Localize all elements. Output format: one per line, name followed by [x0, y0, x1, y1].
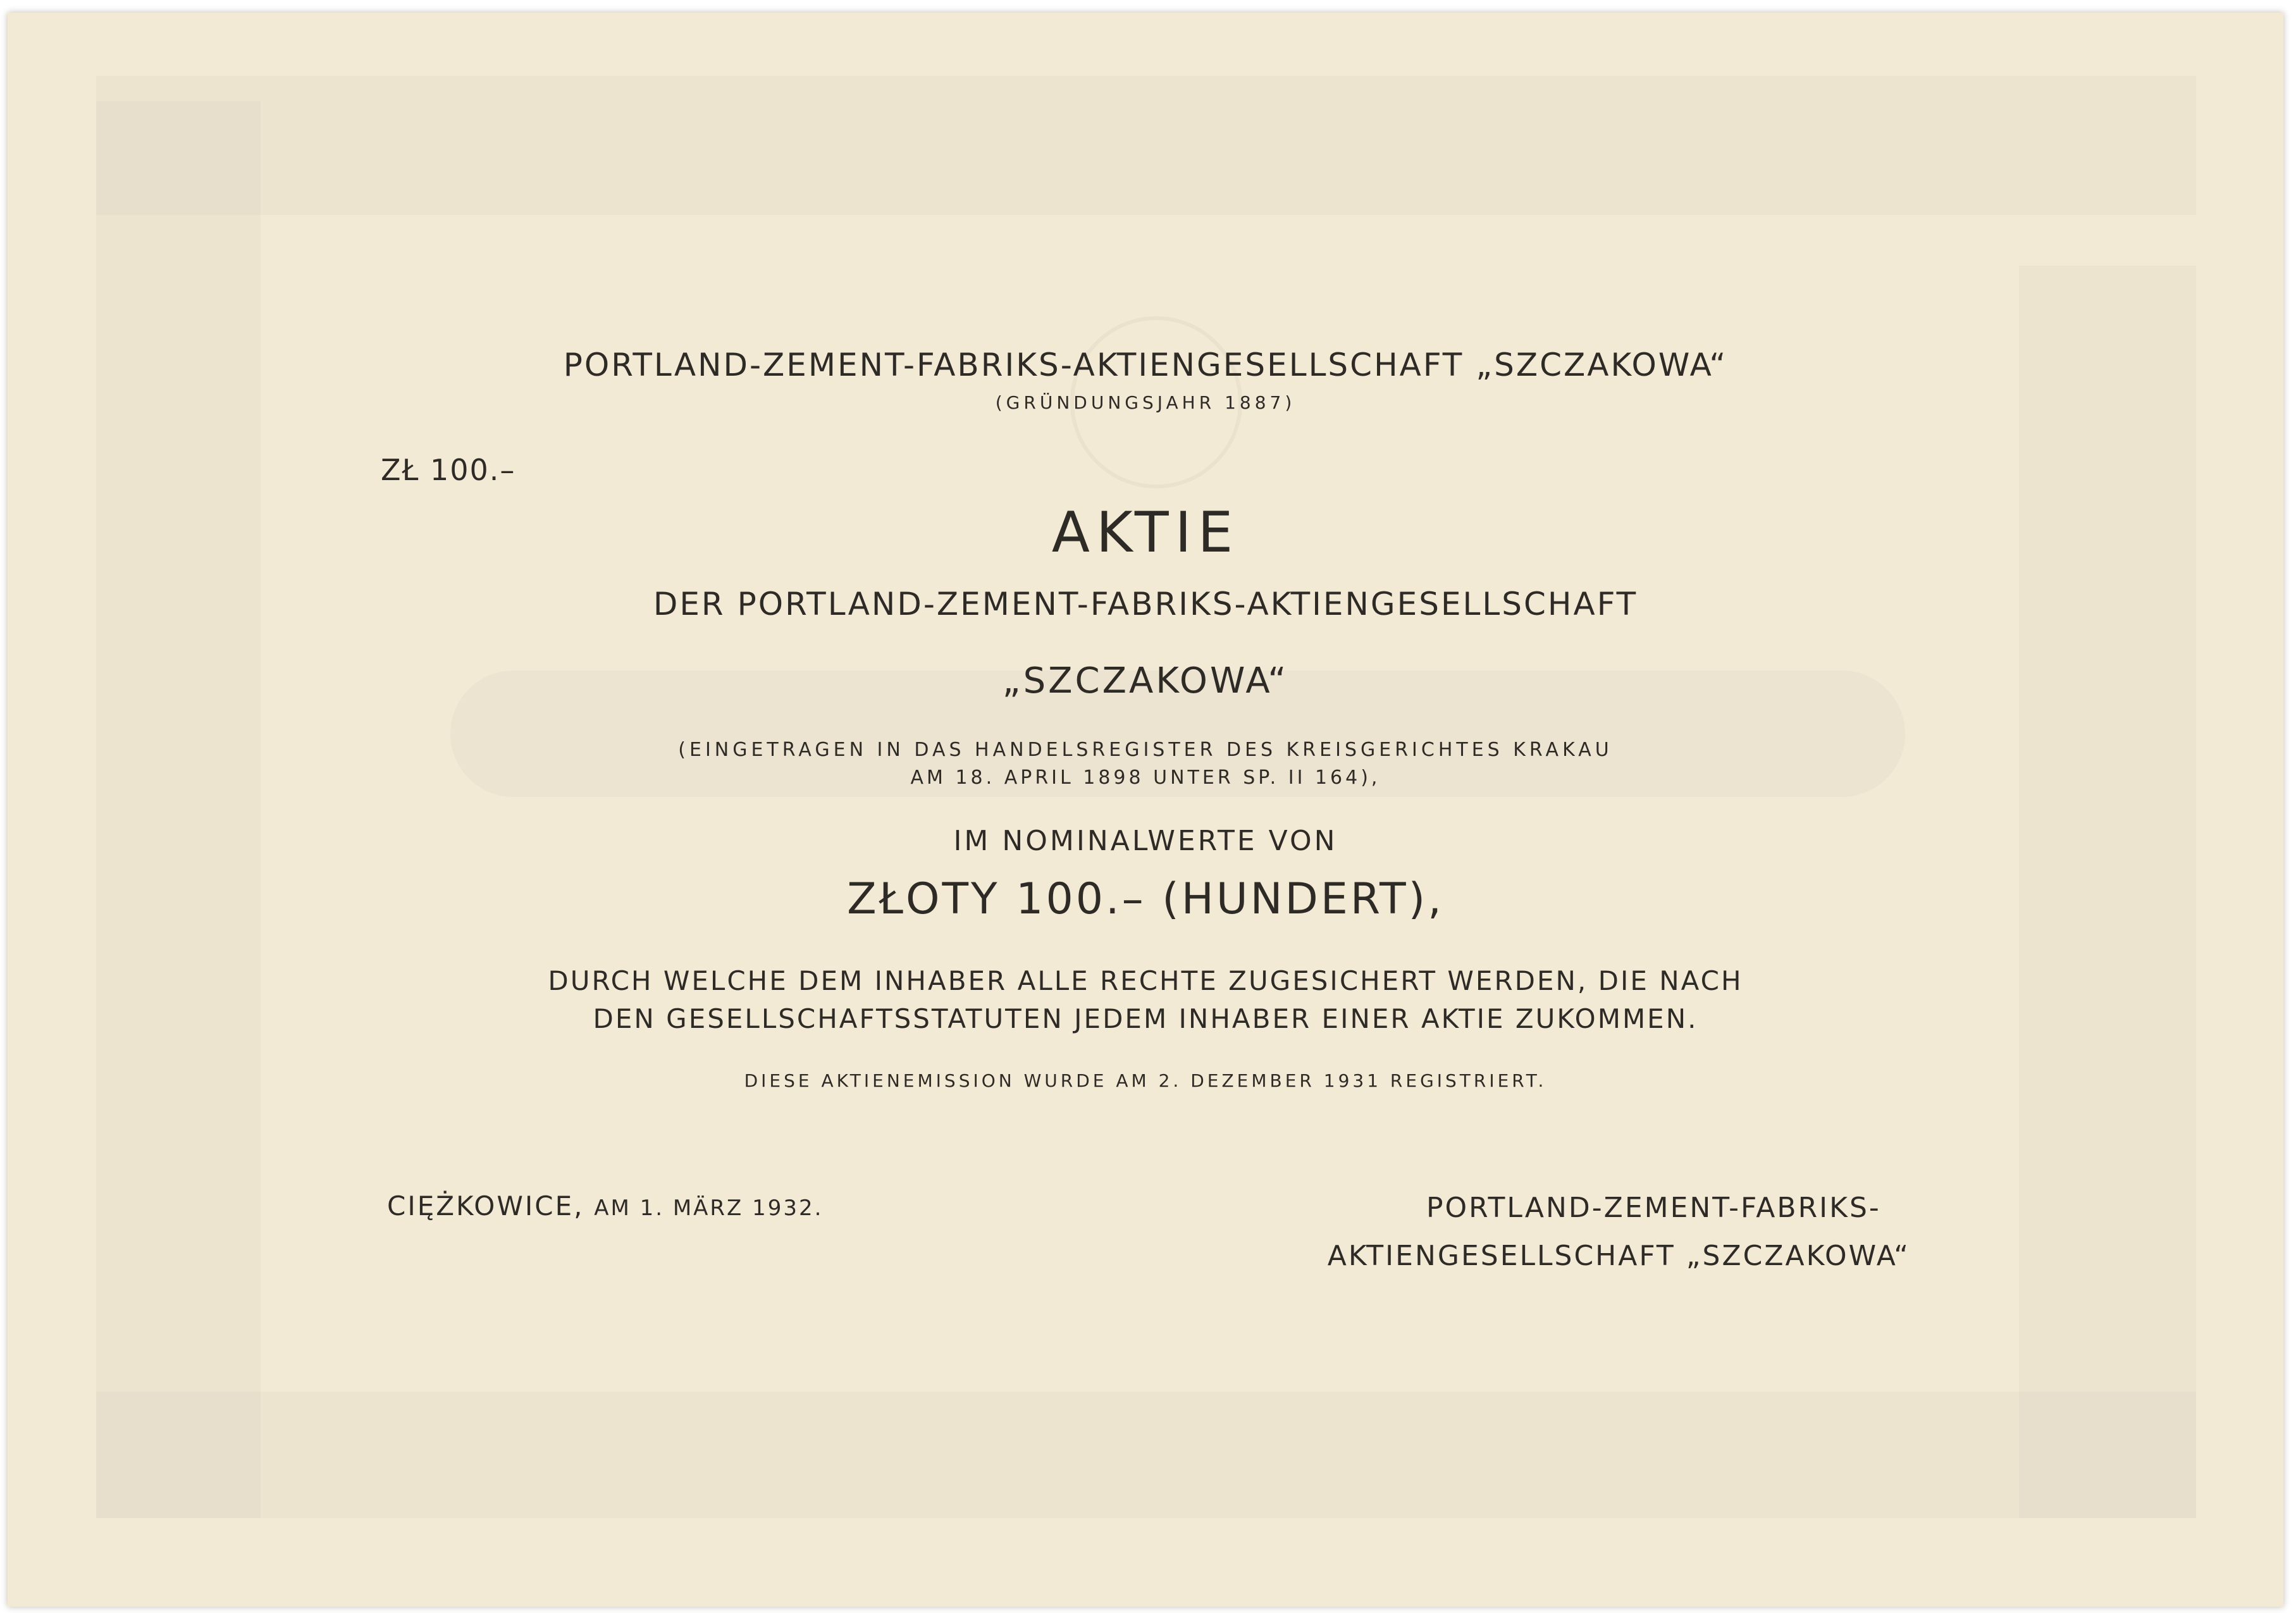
show-through-left [96, 101, 261, 1518]
emission-note: DIESE AKTIENEMISSION WURDE AM 2. DEZEMBER 1931 REGISTRIERT. [744, 1070, 1547, 1091]
issuer-name: „SZCZAKOWA“ [1002, 660, 1289, 701]
show-through-top [96, 76, 2196, 215]
nominal-value-short: ZŁ 100.– [381, 453, 516, 487]
certificate-title: AKTIE [1051, 500, 1240, 565]
rights-line-2: DEN GESELLSCHAFTSSTATUTEN JEDEM INHABER EINER AKTIE ZUKOMMEN. [593, 1003, 1698, 1034]
signatory-line-2: AKTIENGESELLSCHAFT „SZCZAKOWA“ [1327, 1240, 1910, 1272]
issuer-line: DER PORTLAND-ZEMENT-FABRIKS-AKTIENGESELLSCHAFT [653, 586, 1638, 622]
issue-date: AM 1. MÄRZ 1932. [594, 1196, 824, 1221]
place-and-date [387, 1190, 824, 1221]
registration-line-2: AM 18. APRIL 1898 UNTER SP. II 164), [910, 767, 1381, 789]
registration-line-1: (EINGETRAGEN IN DAS HANDELSREGISTER DES KREISGERICHTES KRAKAU [678, 739, 1613, 761]
nominal-value-label: IM NOMINALWERTE VON [953, 825, 1338, 857]
signatory-line-1: PORTLAND-ZEMENT-FABRIKS- [1426, 1192, 1881, 1224]
signatory-block [1328, 1184, 1910, 1280]
share-certificate [8, 13, 2283, 1607]
rights-line-1: DURCH WELCHE DEM INHABER ALLE RECHTE ZUGESICHERT WERDEN, DIE NACH [548, 965, 1743, 996]
show-through-bottom [96, 1392, 2196, 1518]
founding-year: (GRÜNDUNGSJAHR 1887) [995, 392, 1296, 413]
nominal-value-amount: ZŁOTY 100.– (HUNDERT), [847, 874, 1444, 924]
place-name: CIĘŻKOWICE, [387, 1190, 584, 1221]
company-name-header: PORTLAND-ZEMENT-FABRIKS-AKTIENGESELLSCHAFT „SZCZAKOWA“ [563, 347, 1728, 383]
